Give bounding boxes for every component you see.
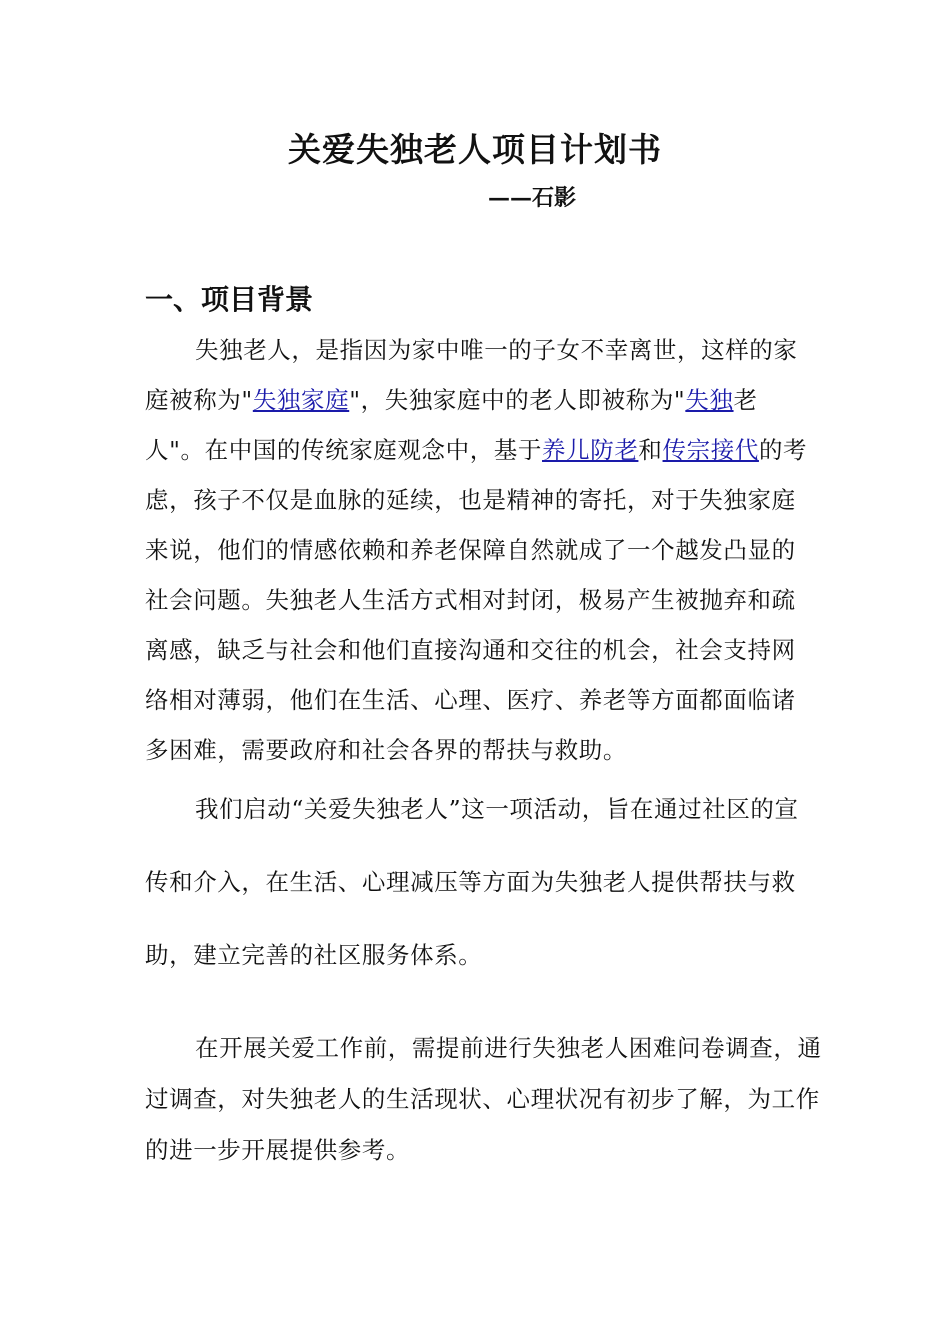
document-author: ——石影 <box>488 185 577 211</box>
paragraph-background <box>145 325 815 775</box>
link-chuanzong-jiedai[interactable]: 传宗接代 <box>662 436 759 464</box>
link-yanger-fanglao[interactable]: 养儿防老 <box>542 436 639 464</box>
link-shidu[interactable]: 失独 <box>685 386 734 414</box>
document-title: 关爱失独老人项目计划书 <box>288 130 662 169</box>
section-heading-background: 一、项目背景 <box>145 283 314 316</box>
paragraph-text: 的考虑，孩子不仅是血脉的延续，也是精神的寄托，对于失独家庭来说，他们的情感依赖和养老保障自然就成了一个越发凸显的社会问题。失独老人生活方式相对封闭，极易产生被抛弃和疏离感，缺乏与社会和他们直接沟通和交往的机会，社会支持网络相对薄弱，他们在生活、心理、医疗、养老等方面都面临诸多困难，需要政府和社会各界的帮扶与救助。 <box>145 436 808 764</box>
link-shidu-family[interactable]: 失独家庭 <box>252 386 350 414</box>
paragraph-text: "，失独家庭中的老人即被称为" <box>349 386 686 414</box>
paragraph-text: 和 <box>638 436 663 464</box>
paragraph-text: 失独老人，是指因为家中唯一的子女不幸离世，这样的家庭被称为" <box>145 336 798 414</box>
paragraph-survey: 在开展关爱工作前，需提前进行失独老人困难问卷调查，通过调查，对失独老人的生活现状、心理状况有初步了解，为工作的进一步开展提供参考。 <box>145 1034 822 1164</box>
paragraph-activity-purpose: 我们启动“关爱失独老人”这一项活动，旨在通过社区的宣传和介入，在生活、心理减压等方面为失独老人提供帮扶与救助，建立完善的社区服务体系。 <box>145 795 799 969</box>
paragraph-text: 老人"。在中国的传统家庭观念中，基于 <box>145 386 758 464</box>
